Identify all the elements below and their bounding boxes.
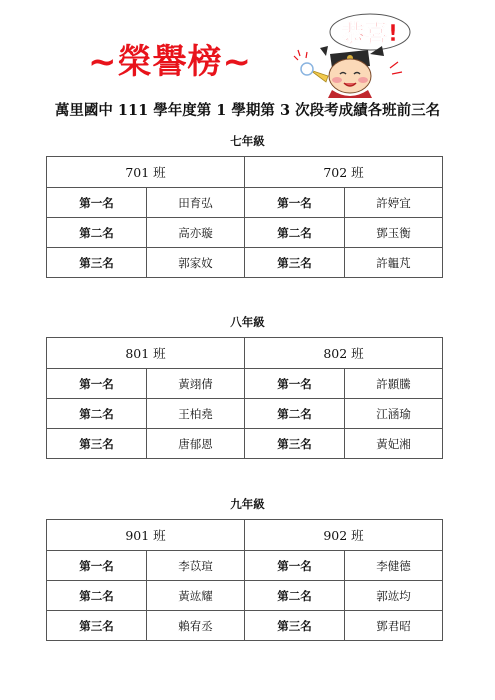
grade-8-ranking-table bbox=[46, 337, 443, 459]
student-name: 唐郁恩 bbox=[147, 429, 245, 459]
honor-roll-banner: ~榮譽榜~ bbox=[88, 42, 252, 82]
rank-place: 第二名 bbox=[47, 399, 147, 429]
sticker-text: 恭喜! bbox=[341, 21, 399, 47]
table-row bbox=[47, 581, 443, 611]
student-name: 李苡瑄 bbox=[147, 551, 245, 581]
class-name: 901 班 bbox=[47, 520, 245, 551]
rank-place: 第二名 bbox=[245, 399, 345, 429]
class-header-row bbox=[47, 157, 443, 188]
student-name: 郭竑均 bbox=[345, 581, 443, 611]
class-header-row bbox=[47, 338, 443, 369]
class-name: 701 班 bbox=[47, 157, 245, 188]
student-name: 許婷宜 bbox=[345, 188, 443, 218]
class-name: 801 班 bbox=[47, 338, 245, 369]
student-name: 高亦璇 bbox=[147, 218, 245, 248]
student-name: 黃妃湘 bbox=[345, 429, 443, 459]
grade-7-ranking-table bbox=[46, 156, 443, 278]
rank-place: 第二名 bbox=[47, 218, 147, 248]
rank-place: 第一名 bbox=[47, 369, 147, 399]
student-name: 鄧君昭 bbox=[345, 611, 443, 641]
grade-title: 九年級 bbox=[230, 497, 265, 511]
class-name: 702 班 bbox=[245, 157, 443, 188]
class-header-row bbox=[47, 520, 443, 551]
student-name: 郭家妏 bbox=[147, 248, 245, 278]
table-row bbox=[47, 429, 443, 459]
rank-place: 第三名 bbox=[245, 611, 345, 641]
rank-place: 第一名 bbox=[245, 551, 345, 581]
student-name: 李健德 bbox=[345, 551, 443, 581]
rank-place: 第三名 bbox=[47, 611, 147, 641]
table-row bbox=[47, 218, 443, 248]
table-row bbox=[47, 188, 443, 218]
congratulations-mascot-icon bbox=[290, 10, 420, 98]
table-row bbox=[47, 369, 443, 399]
table-row bbox=[47, 248, 443, 278]
student-name: 王柏堯 bbox=[147, 399, 245, 429]
rank-place: 第三名 bbox=[47, 248, 147, 278]
rank-place: 第一名 bbox=[245, 188, 345, 218]
page-subtitle: 萬里國中 111 學年度第 1 學期第 3 次段考成績各班前三名 bbox=[54, 102, 441, 119]
rank-place: 第一名 bbox=[245, 369, 345, 399]
student-name: 許顥騰 bbox=[345, 369, 443, 399]
rank-place: 第一名 bbox=[47, 551, 147, 581]
student-name: 許韞芃 bbox=[345, 248, 443, 278]
grade-title: 八年級 bbox=[230, 315, 265, 329]
student-name: 鄧玉衡 bbox=[345, 218, 443, 248]
student-name: 江涵瑜 bbox=[345, 399, 443, 429]
rank-place: 第二名 bbox=[245, 581, 345, 611]
rank-place: 第二名 bbox=[245, 218, 345, 248]
student-name: 田育弘 bbox=[147, 188, 245, 218]
class-name: 902 班 bbox=[245, 520, 443, 551]
rank-place: 第一名 bbox=[47, 188, 147, 218]
grade-title: 七年級 bbox=[230, 134, 265, 148]
student-name: 黃竑耀 bbox=[147, 581, 245, 611]
class-name: 802 班 bbox=[245, 338, 443, 369]
rank-place: 第三名 bbox=[245, 429, 345, 459]
rank-place: 第二名 bbox=[47, 581, 147, 611]
table-row bbox=[47, 399, 443, 429]
student-name: 賴宥丞 bbox=[147, 611, 245, 641]
grade-9-ranking-table bbox=[46, 519, 443, 641]
student-name: 黃翊倩 bbox=[147, 369, 245, 399]
table-row bbox=[47, 611, 443, 641]
rank-place: 第三名 bbox=[245, 248, 345, 278]
rank-place: 第三名 bbox=[47, 429, 147, 459]
table-row bbox=[47, 551, 443, 581]
